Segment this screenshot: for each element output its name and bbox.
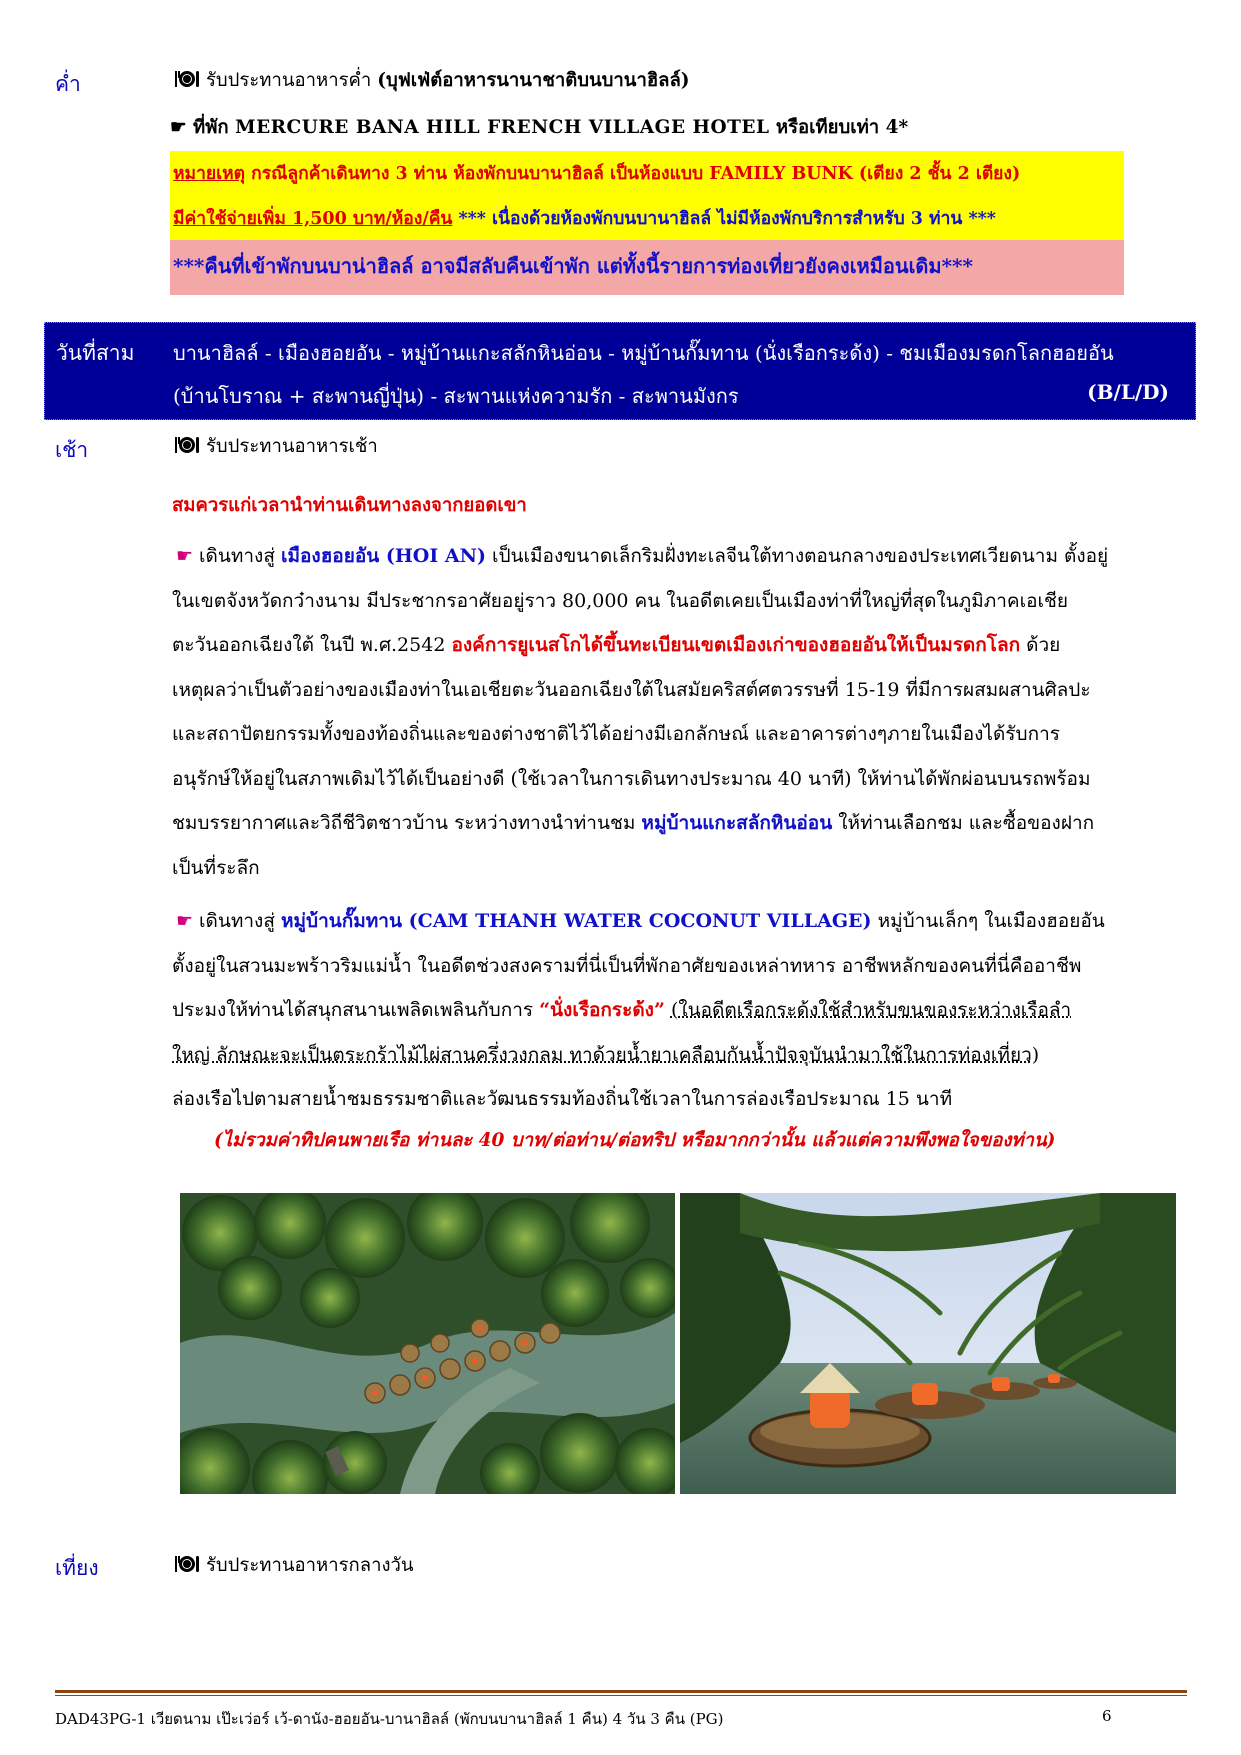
hoian-text: เป็นเมืองขนาดเล็กริมฝั่งทะเลจีนใต้ทางตอนกลางของประเทศเวียดนาม ตั้งอยู่ (492, 545, 1109, 567)
day3-meals: (B/L/D) (1087, 380, 1169, 404)
camthanh-text: ตั้งอยู่ในสวนมะพร้าวริมแม่น้ำ ในอดีตช่วงสงครามที่นี่เป็นที่พักอาศัยของเหล่าทหาร อาชีพหลักของคนที่นี่คืออาชีพ (172, 954, 1082, 977)
note-box-yellow (170, 151, 1124, 240)
page-number: 6 (1102, 1707, 1112, 1725)
basket-boat-river-photo (680, 1193, 1176, 1494)
camthanh-text: ใหญ่ ลักษณะจะเป็นตระกร้าไม้ไผ่สานครึ่งวงกลม ทาด้วยน้ำยาเคลือบกันน้ำปัจจุบันนำมาใช้ในการท่องเที่ยว) (172, 1043, 1040, 1066)
aerial-basket-boats-photo (180, 1193, 675, 1494)
note-box-pink (170, 240, 1124, 295)
note-line-3: ***คืนที่เข้าพักบนบาน่าฮิลล์ อาจมีสลับคืนเข้าพัก แต่ทั้งนี้รายการท่องเที่ยวยังคงเหมือนเดิม*** (173, 254, 973, 278)
lunch-row (174, 1551, 414, 1581)
dish-icon (174, 435, 200, 455)
hoian-text: ด้วย (1026, 634, 1061, 656)
hotel-prefix: ที่พัก (193, 117, 229, 138)
basket-boat-highlight: “นั่งเรือกระด้ง” (539, 999, 665, 1021)
lunch-meal: รับประทานอาหารกลางวัน (206, 1555, 414, 1576)
camthanh-text: ประมงให้ท่านได้สนุกสนานเพลิดเพลินกับการ (172, 999, 534, 1021)
descent-heading: สมควรแก่เวลานำท่านเดินทางลงจากยอดเขา (172, 495, 527, 516)
dish-icon (174, 69, 200, 89)
note-line-2-text: *** เนื่องด้วยห้องพักบนบานาฮิลล์ ไม่มีห้องพักบริการสำหรับ 3 ท่าน *** (458, 209, 996, 229)
pointing-hand-icon: ☛ (176, 545, 194, 567)
morning-meal: รับประทานอาหารเช้า (206, 436, 378, 457)
note-line-1 (173, 159, 1020, 189)
hoian-text: ให้ท่านเลือกชม และซื้อของฝาก (838, 812, 1095, 834)
hoian-text: ตะวันออกเฉียงใต้ ในปี พ.ศ.2542 (172, 634, 446, 656)
day3-route-line-1: บานาฮิลล์ - เมืองฮอยอัน - หมู่บ้านแกะสลักหินอ่อน - หมู่บ้านกั๊มทาน (นั่งเรือกระด้ง) - ชมเมืองมรดกโลกฮอยอัน (173, 341, 1114, 365)
camthanh-text: หมู่บ้านเล็กๆ ในเมืองฮอยอัน (877, 910, 1105, 932)
footer-divider (55, 1690, 1187, 1693)
hotel-hand-icon: ☛ (170, 117, 187, 138)
hoian-text: ในเขตจังหวัดกว๋างนาม มีประชากรอาศัยอยู่ราว 80,000 คน ในอดีตเคยเป็นเมืองท่าที่ใหญ่ที่สุดในภูมิภาคเอเชีย (172, 589, 1069, 612)
hoian-text: อนุรักษ์ให้อยู่ในสภาพเดิมไว้ได้เป็นอย่างดี (ใช้เวลาในการเดินทางประมาณ 40 นาที) ให้ท่านได้พักผ่อนบนรถพร้อม (172, 767, 1091, 790)
hotel-name: MERCURE BANA HILL FRENCH VILLAGE HOTEL (235, 117, 770, 138)
lunch-label: เที่ยง (55, 1556, 99, 1580)
note-extra-cost: มีค่าใช้จ่ายเพิ่ม 1,500 บาท/ห้อง/คืน (173, 209, 453, 229)
camthanh-name: หมู่บ้านกั๊มทาน (CAM THANH WATER COCONUT VILLAGE) (280, 910, 872, 932)
dish-icon (174, 1554, 200, 1574)
note-label: หมายเหตุ (173, 164, 246, 184)
unesco-highlight: องค์การยูเนสโกได้ขึ้นทะเบียนเขตเมืองเก่าของฮอยอันให้เป็นมรดกโลก (451, 634, 1021, 656)
footer-divider (55, 1695, 1187, 1696)
camthanh-paragraph (172, 899, 1184, 1122)
dinner-meal: รับประทานอาหารค่ำ (206, 70, 372, 91)
camthanh-text: ล่องเรือไปตามสายน้ำชมธรรมชาติและวัฒนธรรมท้องถิ่นใช้เวลาในการล่องเรือประมาณ 15 นาที (172, 1088, 953, 1110)
camthanh-text: เดินทางสู่ (199, 910, 275, 932)
note-line-2 (173, 204, 996, 234)
hotel-suffix: หรือเทียบเท่า 4* (775, 117, 909, 138)
dinner-label: ค่ำ (55, 72, 81, 96)
dinner-row (174, 66, 690, 96)
morning-row (174, 432, 378, 462)
day3-header (44, 322, 1196, 420)
hoian-text: และสถาปัตยกรรมทั้งของท้องถิ่นและของต่างชาติไว้ได้อย่างมีเอกลักษณ์ และอาคารต่างๆภายในเมืองได้รับการ (172, 723, 1060, 745)
day3-route-line-2: (บ้านโบราณ + สะพานญี่ปุ่น) - สะพานแห่งความรัก - สะพานมังกร (173, 384, 739, 408)
note-line-1-text: กรณีลูกค้าเดินทาง 3 ท่าน ห้องพักบนบานาฮิลล์ เป็นห้องแบบ FAMILY BUNK (เตียง 2 ชั้น 2 เตียง) (251, 164, 1021, 184)
day3-label: วันที่สาม (56, 341, 135, 365)
pointing-hand-icon: ☛ (176, 910, 194, 932)
footer-tour-code: DAD43PG-1 เวียดนาม เป๊ะเว่อร์ เว้-ดานัง-ฮอยอัน-บานาฮิลล์ (พักบนบานาฮิลล์ 1 คืน) 4 วัน 3 คืน (PG) (55, 1710, 724, 1728)
tip-note: (ไม่รวมค่าทิปคนพายเรือ ท่านละ 40 บาท/ต่อท่าน/ต่อทริป หรือมากกว่านั้น แล้วแต่ความพึงพอใจของท่าน) (214, 1130, 1056, 1151)
hoian-paragraph (172, 534, 1184, 890)
hoian-text: ชมบรรยากาศและวิถีชีวิตชาวบ้าน ระหว่างทางนำท่านชม (172, 812, 636, 834)
dinner-meal-detail: (บุฟเฟ่ต์อาหารนานาชาติบนบานาฮิลล์) (377, 70, 690, 91)
marble-village-name: หมู่บ้านแกะสลักหินอ่อน (641, 812, 833, 834)
morning-label: เช้า (55, 438, 89, 462)
hotel-row (170, 113, 908, 143)
camthanh-text: (ในอดีตเรือกระด้งใช้สำหรับขนของระหว่างเรือลำ (670, 999, 1072, 1021)
hoian-text: เหตุผลว่าเป็นตัวอย่างของเมืองท่าในเอเชียตะวันออกเฉียงใต้ในสมัยคริสต์ศตวรรษที่ 15-19 ที่มีการผสมผสานศิลปะ (172, 678, 1091, 701)
hoian-text: เดินทางสู่ (199, 545, 275, 567)
hoian-name: เมืองฮอยอัน (HOI AN) (280, 545, 486, 567)
hoian-text: เป็นที่ระลึก (172, 856, 260, 879)
